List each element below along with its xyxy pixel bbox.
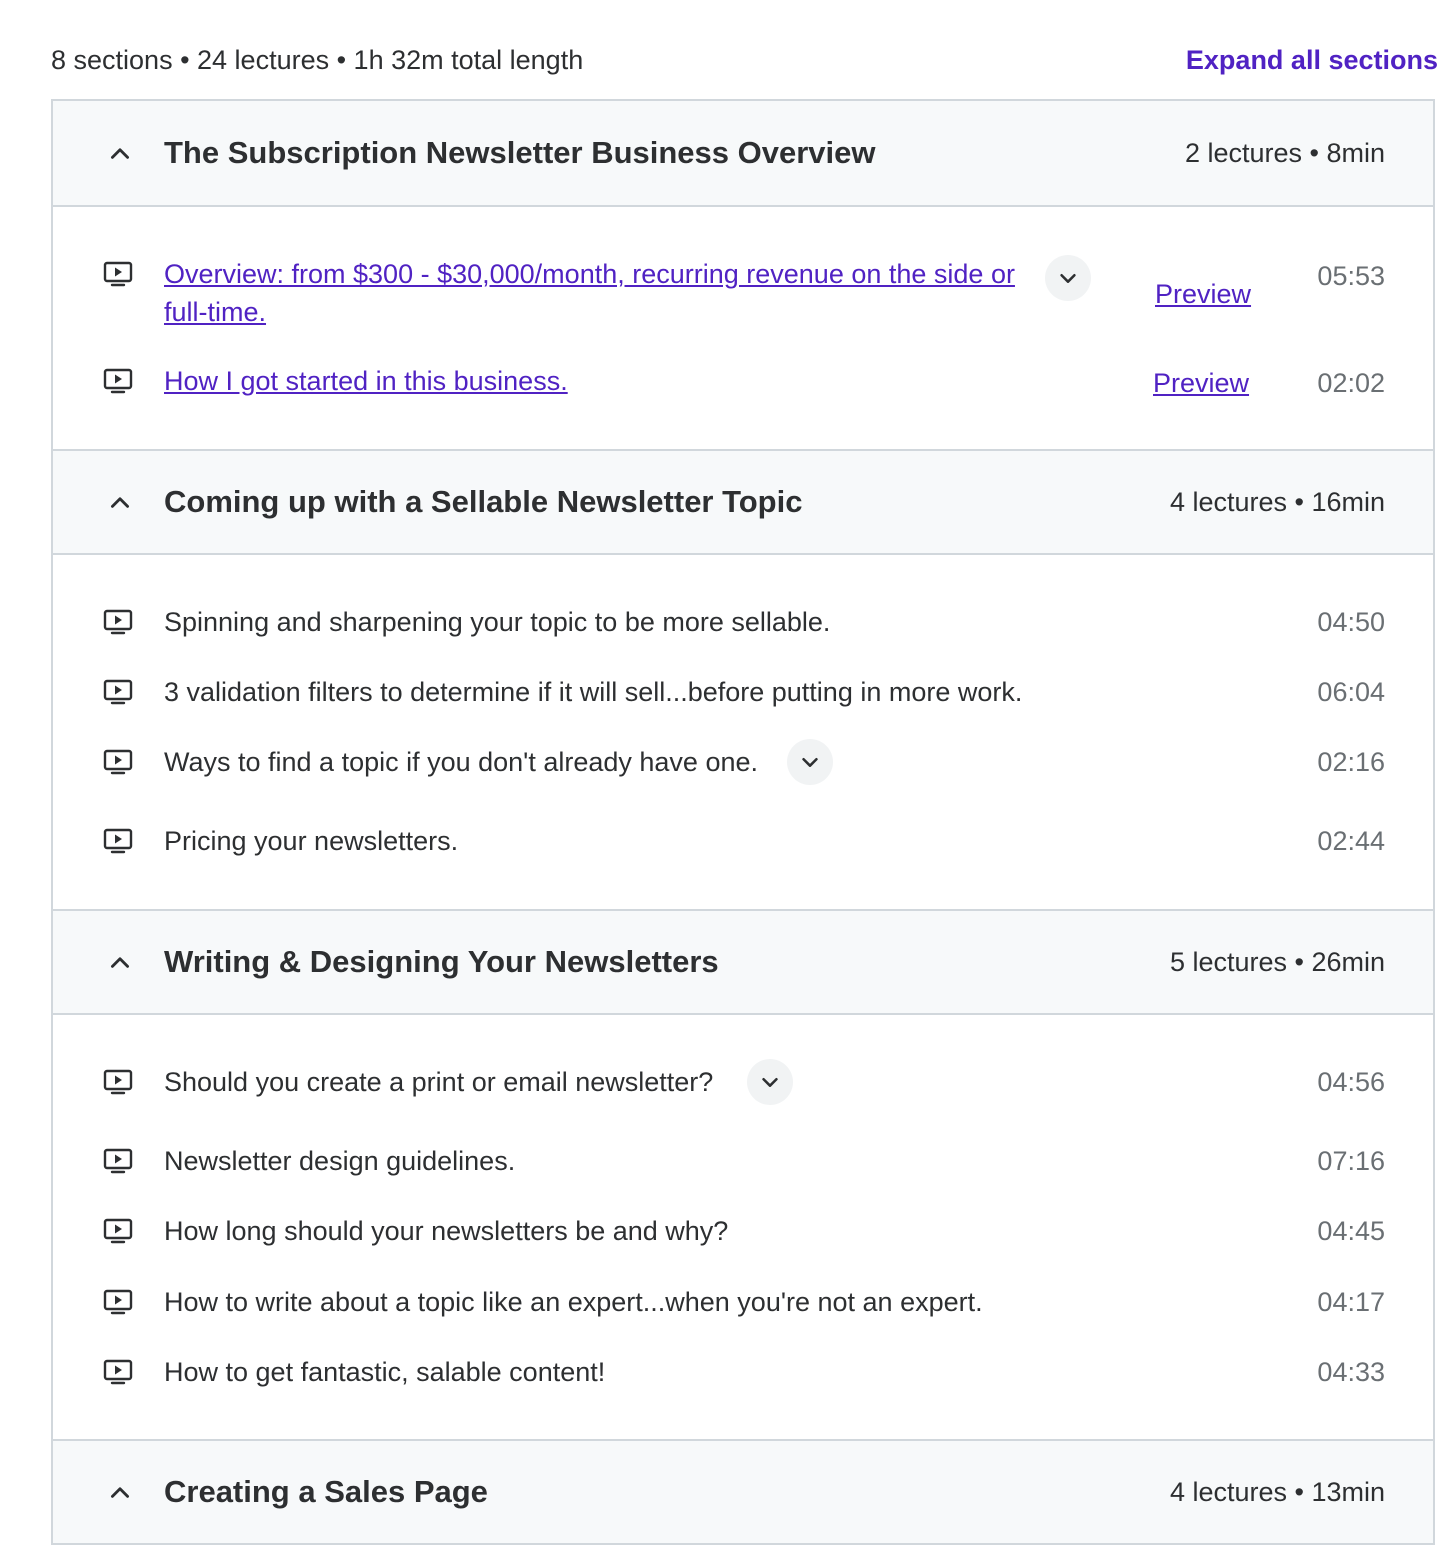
video-icon bbox=[103, 261, 133, 287]
expand-lecture-button[interactable] bbox=[787, 739, 833, 785]
section-meta: 5 lectures • 26min bbox=[1169, 946, 1385, 977]
video-icon bbox=[103, 749, 133, 775]
chevron-down-icon bbox=[1057, 267, 1079, 289]
course-summary: 8 sections • 24 lectures • 1h 32m total length bbox=[51, 44, 584, 75]
section-title: The Subscription Newsletter Business Overview bbox=[164, 135, 876, 170]
chevron-up-icon bbox=[107, 489, 133, 515]
lecture-title: Ways to find a topic if you don't already have one. bbox=[164, 747, 758, 777]
section-meta: 4 lectures • 16min bbox=[1169, 486, 1385, 517]
section-content bbox=[53, 207, 1433, 449]
section-title: Writing & Designing Your Newsletters bbox=[164, 944, 719, 979]
lecture-title: Spinning and sharpening your topic to be more sellable. bbox=[164, 607, 831, 637]
section-header[interactable] bbox=[53, 449, 1433, 555]
curriculum-topbar bbox=[51, 38, 1438, 82]
lecture-title: How to write about a topic like an expert...when you're not an expert. bbox=[164, 1287, 983, 1317]
video-icon bbox=[103, 368, 133, 394]
lecture-title: Pricing your newsletters. bbox=[164, 826, 459, 856]
section-title: Coming up with a Sellable Newsletter Topic bbox=[164, 484, 803, 519]
section-header[interactable] bbox=[53, 101, 1433, 207]
lecture-duration: 06:04 bbox=[1317, 677, 1385, 707]
section-meta: 4 lectures • 13min bbox=[1169, 1476, 1385, 1507]
lecture-title: Should you create a print or email newsletter? bbox=[164, 1067, 714, 1097]
section-content bbox=[53, 1015, 1433, 1439]
section-content bbox=[53, 555, 1433, 909]
section-header[interactable] bbox=[53, 909, 1433, 1015]
chevron-up-icon bbox=[107, 140, 133, 166]
section-title: Creating a Sales Page bbox=[164, 1474, 488, 1509]
video-icon bbox=[103, 1218, 133, 1244]
chevron-up-icon bbox=[107, 949, 133, 975]
lecture-title: How long should your newsletters be and why? bbox=[164, 1216, 729, 1246]
lecture-duration: 04:33 bbox=[1317, 1357, 1385, 1387]
lecture-duration: 04:17 bbox=[1317, 1287, 1385, 1317]
lecture-duration: 05:53 bbox=[1317, 261, 1385, 291]
lecture-title: Newsletter design guidelines. bbox=[164, 1146, 516, 1176]
lecture-duration: 02:16 bbox=[1317, 747, 1385, 777]
chevron-up-icon bbox=[107, 1479, 133, 1505]
lecture-title: 3 validation filters to determine if it will sell...before putting in more work. bbox=[164, 677, 1023, 707]
lecture-duration: 04:45 bbox=[1317, 1216, 1385, 1246]
video-icon bbox=[103, 609, 133, 635]
curriculum-accordion bbox=[51, 99, 1435, 1545]
lecture-duration: 04:56 bbox=[1317, 1067, 1385, 1097]
lecture-title-link[interactable]: How I got started in this business. bbox=[164, 366, 568, 396]
video-icon bbox=[103, 1148, 133, 1174]
video-icon bbox=[103, 1359, 133, 1385]
preview-link[interactable]: Preview bbox=[1155, 279, 1252, 309]
lecture-title-link[interactable]: Overview: from $300 - $30,000/month, recurring revenue on the side or full-time. bbox=[164, 259, 1015, 327]
lecture-title: How to get fantastic, salable content! bbox=[164, 1357, 606, 1387]
video-icon bbox=[103, 1289, 133, 1315]
section-meta: 2 lectures • 8min bbox=[1184, 137, 1385, 168]
video-icon bbox=[103, 828, 133, 854]
lecture-duration: 07:16 bbox=[1317, 1146, 1385, 1176]
chevron-down-icon bbox=[759, 1071, 781, 1093]
video-icon bbox=[103, 1069, 133, 1095]
lecture-duration: 02:44 bbox=[1317, 826, 1385, 856]
expand-all-sections-button[interactable]: Expand all sections bbox=[1185, 44, 1438, 75]
preview-link[interactable]: Preview bbox=[1153, 368, 1250, 398]
chevron-down-icon bbox=[799, 751, 821, 773]
expand-lecture-button[interactable] bbox=[747, 1059, 793, 1105]
expand-lecture-button[interactable] bbox=[1045, 255, 1091, 301]
lecture-duration: 04:50 bbox=[1317, 607, 1385, 637]
video-icon bbox=[103, 679, 133, 705]
section-header[interactable] bbox=[53, 1439, 1433, 1545]
lecture-duration: 02:02 bbox=[1317, 368, 1385, 398]
